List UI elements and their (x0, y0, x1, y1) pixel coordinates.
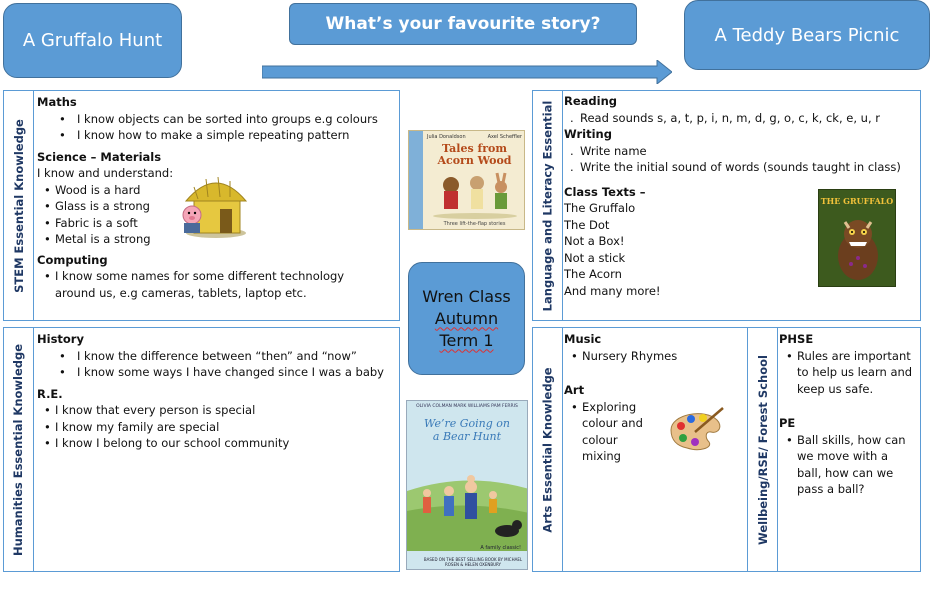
list-item: • Exploring colour and colour mixing (564, 399, 644, 465)
art-heading: Art (564, 383, 585, 397)
pe-heading: PE (779, 416, 796, 430)
acorn-authors: Julia Donaldson Axel Scheffler (427, 134, 522, 140)
science-heading: Science – Materials (37, 149, 162, 164)
humanities-panel (3, 327, 400, 572)
stem-label: STEM Essential Knowledge (4, 91, 34, 320)
list-item: • Fabric is a soft (37, 215, 397, 232)
reading-heading: Reading (564, 94, 618, 108)
list-item: • Wood is a hard (37, 182, 397, 199)
list-item: • Glass is a strong (37, 198, 397, 215)
wellbeing-panel (747, 327, 921, 572)
family-walking-picture (407, 451, 528, 551)
re-heading: R.E. (37, 386, 63, 401)
animals-dancing-picture (429, 169, 521, 219)
bear-hunt-dvd-cover (406, 400, 528, 570)
list-item: • I know how to make a simple repeating pattern (37, 127, 397, 144)
list-item: • I know my family are special (37, 419, 397, 436)
list-item: • Nursery Rhymes (564, 348, 745, 365)
bear-hunt-footer: BASED ON THE BEST SELLING BOOK BY MICHAEL ROSEN & HELEN OXENBURY (423, 557, 523, 567)
class-text-item: The Acorn (564, 267, 622, 281)
humanities-label: Humanities Essential Knowledge (4, 328, 34, 571)
literacy-label: Language and Literacy Essential (533, 91, 563, 320)
class-text-item: The Dot (564, 217, 610, 232)
list-item: . Write the initial sound of words (sounds taught in class) (564, 159, 918, 176)
computing-heading: Computing (37, 252, 108, 267)
topic-right-text: A Teddy Bears Picnic (714, 24, 900, 46)
class-name: Wren Class (422, 286, 511, 306)
class-texts-heading: Class Texts – (564, 184, 646, 199)
maths-heading: Maths (37, 95, 77, 109)
science-intro: I know and understand: (37, 166, 174, 180)
history-heading: History (37, 332, 84, 346)
stem-panel (3, 90, 400, 321)
acorn-wood-book-cover (408, 130, 525, 230)
gruffalo-title: THE GRUFFALO (820, 196, 894, 206)
bear-hunt-tagline: A family classic! (480, 545, 521, 551)
arts-panel (532, 327, 748, 572)
class-text-item: And many more! (564, 283, 661, 298)
writing-heading: Writing (564, 127, 612, 141)
arts-label: Arts Essential Knowledge (533, 328, 563, 571)
topic-teddy-bears-picnic (684, 0, 930, 70)
banner-text: What’s your favourite story? (325, 14, 601, 34)
class-text-item: Not a Box! (564, 234, 625, 248)
class-text-item: The Gruffalo (564, 201, 636, 215)
gruffalo-picture (827, 212, 889, 284)
acorn-title: Tales from Acorn Wood (437, 142, 512, 167)
phse-heading: PHSE (779, 332, 814, 346)
topic-gruffalo-hunt (3, 3, 182, 78)
list-item: . Read sounds s, a, t, p, i, n, m, d, g, o, c, k, ck, e, u, r (564, 110, 918, 127)
list-item: • I know some names for some different technology around us, e.g cameras, tablets, laptop etc. (37, 268, 367, 301)
timeline-arrow (262, 60, 672, 84)
paint-palette-picture (665, 406, 725, 454)
term-season: Autumn (434, 308, 499, 328)
favourite-story-banner (289, 3, 637, 45)
topic-left-text: A Gruffalo Hunt (22, 30, 163, 51)
list-item: • Rules are important to help us learn and keep us safe. (779, 348, 916, 398)
list-item: • I know some ways I have changed since I was a baby (37, 364, 397, 381)
list-item: • I know objects can be sorted into groups e.g colours (37, 111, 397, 128)
list-item: • Metal is a strong (37, 231, 397, 248)
wellbeing-label: Wellbeing/RSE/ Forest School (748, 328, 778, 571)
literacy-panel (532, 90, 921, 321)
term-number: Term 1 (439, 330, 494, 350)
music-heading: Music (564, 332, 602, 346)
acorn-footer: Three lift-the-flap stories (443, 221, 506, 227)
bear-hunt-cast: OLIVIA COLMAN MARK WILLIAMS PAM FERRIS (416, 404, 518, 409)
list-item: • I know I belong to our school community (37, 435, 397, 452)
list-item: • Ball skills, how can we move with a ball, how can we pass a ball? (779, 432, 916, 498)
gruffalo-book-cover (818, 189, 896, 287)
bear-hunt-title: We’re Going on a Bear Hunt (424, 417, 510, 443)
list-item: . Write name (564, 143, 918, 160)
list-item: • I know the difference between “then” and “now” (37, 348, 397, 365)
class-text-item: Not a stick (564, 250, 626, 265)
straw-house-pig-picture (176, 169, 248, 241)
class-term-box (408, 262, 525, 375)
list-item: • I know that every person is special (37, 402, 397, 419)
